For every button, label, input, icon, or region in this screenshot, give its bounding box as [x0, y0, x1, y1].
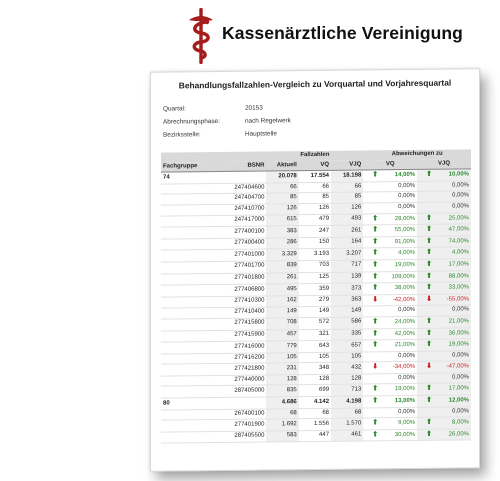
cell-vjq: 432 [331, 362, 363, 374]
cell-dev-vq [363, 351, 417, 362]
group-header-abweichungen: Abweichungen zu [363, 149, 471, 160]
deviation-value: 88,00% [448, 272, 469, 280]
report-sheet-container [150, 68, 480, 481]
cell-bsnr: 277401000 [217, 249, 267, 261]
cell-dev-vq [363, 362, 417, 374]
cell-vjq: 105 [331, 352, 363, 363]
deviation-value: 0,00% [451, 374, 469, 381]
cell-dev-vjq [417, 236, 471, 248]
cell-vq: 149 [299, 307, 331, 318]
cell-aktuell: 231 [266, 363, 298, 375]
cell-dev-vjq [417, 383, 471, 395]
cell-dev-vq [363, 225, 417, 237]
deviation-value: 36,00% [448, 329, 469, 337]
cell-bsnr: 277400100 [217, 226, 267, 238]
cell-dev-vq [363, 407, 417, 418]
cell-aktuell: 779 [266, 341, 298, 353]
cell-vq: 66 [299, 182, 331, 193]
cell-vjq: 335 [331, 328, 363, 340]
arrow-up-icon: ⬆ [372, 226, 379, 234]
arrow-up-icon: ⬆ [372, 419, 379, 427]
col-fachgruppe: Fachgruppe [161, 162, 217, 173]
cell-aktuell: 835 [266, 385, 298, 397]
deviation-value: 10,00% [448, 171, 469, 178]
cell-vjq: 717 [331, 260, 363, 272]
arrow-up-icon: ⬆ [426, 237, 432, 245]
deviation-value: 0,00% [398, 352, 416, 359]
cell-dev-vjq [417, 316, 471, 328]
meta-value: Hauptstelle [245, 130, 277, 138]
arrow-down-icon: ⬇ [372, 363, 379, 371]
deviation-value: 0,00% [451, 306, 469, 313]
arrow-up-icon: ⬆ [426, 225, 432, 233]
cell-dev-vq [363, 429, 417, 441]
deviation-value: 0,00% [398, 203, 416, 211]
cell-fachgruppe [161, 353, 217, 364]
deviation-value: 19,00% [394, 386, 416, 393]
cell-vq: 279 [299, 295, 331, 307]
cell-dev-vjq [417, 294, 471, 306]
cell-vjq: 126 [331, 203, 363, 214]
group-header-fallzahlen: Fallzahlen [266, 150, 363, 161]
deviation-value: 13,00% [394, 398, 416, 405]
cell-bsnr: 277401700 [217, 261, 267, 273]
cell-vjq: 657 [331, 340, 363, 352]
cell-vjq: 68 [331, 408, 363, 419]
cell-fachgruppe [161, 183, 217, 194]
cell-bsnr: 277415800 [217, 318, 267, 330]
cell-vjq: 3.207 [331, 248, 363, 260]
cell-fachgruppe: 74 [161, 172, 217, 184]
deviation-value: 74,00% [448, 238, 469, 245]
cell-vq: 17.554 [299, 171, 331, 183]
cell-fachgruppe [161, 342, 217, 354]
arrow-up-icon: ⬆ [372, 318, 379, 326]
cell-bsnr: 277410300 [217, 296, 267, 308]
col-vq: VQ [299, 160, 331, 170]
cell-fachgruppe [161, 409, 217, 420]
arrow-up-icon: ⬆ [426, 260, 432, 268]
arrow-up-icon: ⬆ [426, 317, 432, 325]
cell-bsnr: 267400100 [217, 409, 267, 420]
cell-dev-vjq [417, 202, 471, 213]
arrow-down-icon: ⬇ [372, 296, 379, 304]
cell-bsnr [217, 397, 267, 409]
cell-bsnr: 277401800 [217, 273, 267, 285]
cell-fachgruppe [161, 308, 217, 319]
cell-dev-vq [363, 236, 417, 248]
deviation-value: 0,00% [398, 193, 416, 200]
cell-dev-vq [363, 340, 417, 352]
cell-vjq: 4.198 [331, 396, 363, 408]
cell-vjq: 493 [331, 214, 363, 226]
col-bsnr: BSNR [217, 161, 267, 172]
deviation-value: 38,00% [394, 285, 416, 292]
arrow-up-icon: ⬆ [426, 396, 432, 404]
deviation-value: 14,00% [394, 172, 416, 179]
cell-dev-vjq [417, 429, 471, 441]
deviation-value: 28,00% [394, 215, 416, 222]
cell-fachgruppe [161, 431, 217, 443]
cell-vq: 4.142 [299, 396, 331, 408]
cell-vjq: 18.198 [331, 170, 363, 182]
cell-bsnr: 247417000 [217, 215, 267, 227]
table-body [161, 169, 471, 443]
cell-vjq: 713 [331, 384, 363, 396]
cell-fachgruppe [161, 285, 217, 297]
cell-dev-vq [363, 283, 417, 295]
cell-aktuell: 495 [266, 284, 298, 296]
cell-aktuell: 383 [266, 226, 298, 238]
cell-dev-vq [363, 170, 417, 182]
report-sheet [150, 68, 480, 471]
cell-dev-vjq [417, 247, 471, 259]
arrow-up-icon: ⬆ [426, 329, 432, 337]
cell-dev-vq [363, 192, 417, 203]
cell-aktuell: 261 [266, 272, 298, 284]
cell-vq: 105 [299, 352, 331, 363]
cell-dev-vq [363, 418, 417, 430]
arrow-up-icon: ⬆ [372, 284, 379, 292]
arrow-up-icon: ⬆ [426, 430, 432, 438]
meta-label: Abrechnungsphase: [163, 117, 220, 126]
cell-dev-vq [363, 384, 417, 396]
deviation-value: 0,00% [451, 182, 469, 189]
cell-dev-vjq [417, 373, 471, 384]
cell-vjq: 128 [331, 374, 363, 385]
cell-dev-vjq [417, 407, 471, 418]
cell-dev-vjq [417, 305, 471, 316]
cell-dev-vq [363, 213, 417, 225]
cell-aktuell: 149 [266, 307, 298, 318]
arrow-up-icon: ⬆ [372, 272, 379, 280]
arrow-up-icon: ⬆ [372, 249, 379, 257]
cell-fachgruppe [161, 215, 217, 227]
cell-fachgruppe [161, 250, 217, 262]
cell-fachgruppe [161, 318, 217, 330]
cell-dev-vq [363, 259, 417, 271]
cell-vq: 125 [299, 272, 331, 284]
arrow-up-icon: ⬆ [426, 419, 432, 427]
table-row [161, 429, 471, 444]
cell-dev-vq [363, 395, 417, 407]
cell-aktuell: 66 [266, 182, 298, 193]
cell-vq: 572 [299, 317, 331, 329]
cell-vq: 150 [299, 237, 331, 249]
cell-aktuell: 128 [266, 375, 298, 386]
deviation-value: 17,00% [448, 385, 469, 393]
aesculapian-staff-icon [186, 8, 216, 64]
cell-vjq: 461 [331, 430, 363, 442]
deviation-value: 55,00% [394, 227, 416, 234]
deviation-value: -47,00% [446, 363, 469, 370]
deviation-value: 12,00% [448, 397, 469, 404]
deviation-value: 21,00% [448, 318, 469, 325]
meta-label: Bezirksstelle: [163, 131, 201, 139]
deviation-value: 0,00% [451, 192, 469, 199]
case-count-table [161, 149, 471, 444]
deviation-value: 0,00% [398, 408, 416, 415]
cell-vq: 348 [299, 363, 331, 375]
cell-fachgruppe [161, 194, 217, 205]
deviation-value: 0,00% [451, 352, 469, 359]
deviation-value: 0,00% [451, 408, 469, 415]
cell-dev-vjq [417, 351, 471, 362]
cell-dev-vjq [417, 327, 471, 339]
cell-dev-vq [363, 248, 417, 260]
cell-aktuell: 708 [266, 318, 298, 330]
deviation-value: 0,00% [398, 307, 416, 314]
cell-dev-vq [363, 306, 417, 317]
arrow-up-icon: ⬆ [426, 214, 432, 222]
deviation-value: 4,00% [398, 250, 416, 257]
cell-vq: 68 [299, 408, 331, 419]
deviation-value: 19,00% [394, 261, 416, 269]
cell-vq: 3.193 [299, 249, 331, 261]
cell-bsnr: 277440000 [217, 375, 267, 386]
cell-bsnr: 277406800 [217, 284, 267, 296]
cell-fachgruppe [161, 261, 217, 273]
cell-vjq: 149 [331, 306, 363, 317]
cell-dev-vjq [417, 224, 471, 236]
cell-vjq: 261 [331, 225, 363, 237]
cell-dev-vq [363, 328, 417, 340]
arrow-up-icon: ⬆ [372, 397, 379, 405]
cell-vq: 247 [299, 225, 331, 237]
cell-dev-vq [363, 271, 417, 283]
cell-bsnr: 247410700 [217, 204, 267, 215]
cell-bsnr: 287405000 [217, 385, 267, 397]
cell-vq: 1.556 [299, 419, 331, 431]
cell-vq: 128 [299, 374, 331, 385]
deviation-value: 21,00% [394, 342, 416, 349]
cell-bsnr: 247404700 [217, 193, 267, 204]
cell-bsnr [217, 171, 267, 183]
cell-fachgruppe [161, 227, 217, 239]
arrow-up-icon: ⬆ [426, 249, 432, 257]
cell-fachgruppe [161, 330, 217, 342]
cell-dev-vjq [417, 361, 471, 373]
arrow-up-icon: ⬆ [372, 431, 379, 439]
arrow-up-icon: ⬆ [426, 272, 432, 280]
cell-dev-vq [363, 373, 417, 384]
cell-aktuell: 286 [266, 237, 298, 249]
col-dev-vq: VQ [363, 160, 417, 171]
deviation-value: 17,00% [448, 261, 469, 268]
cell-dev-vjq [417, 259, 471, 271]
cell-dev-vq [363, 316, 417, 328]
cell-aktuell: 1.692 [266, 419, 298, 431]
cell-bsnr: 277400400 [217, 238, 267, 250]
deviation-value: -55,00% [446, 296, 469, 303]
deviation-value: -34,00% [392, 364, 416, 371]
cell-aktuell: 839 [266, 261, 298, 273]
arrow-down-icon: ⬇ [426, 295, 432, 303]
meta-row-phase [163, 114, 291, 128]
cell-vjq: 363 [331, 295, 363, 307]
cell-aktuell: 68 [266, 408, 298, 419]
deviation-value: 4,00% [451, 249, 469, 256]
cell-dev-vq [363, 181, 417, 192]
cell-fachgruppe [161, 204, 217, 215]
cell-aktuell: 583 [266, 431, 298, 443]
cell-vq: 85 [299, 193, 331, 204]
cell-fachgruppe: 80 [161, 398, 217, 410]
cell-fachgruppe [161, 238, 217, 250]
deviation-value: 91,00% [394, 238, 416, 245]
meta-value: 20153 [245, 104, 263, 112]
cell-vjq: 164 [331, 237, 363, 249]
cell-dev-vjq [417, 395, 471, 407]
cell-bsnr: 277416200 [217, 353, 267, 364]
cell-bsnr: 277410400 [217, 307, 267, 318]
meta-row-bezirk [163, 127, 291, 141]
deviation-value: 9,00% [398, 420, 416, 427]
deviation-value: 47,00% [448, 226, 469, 233]
cell-fachgruppe [161, 273, 217, 285]
cell-vq: 321 [299, 329, 331, 341]
arrow-up-icon: ⬆ [426, 385, 432, 393]
cell-vq: 126 [299, 203, 331, 214]
col-dev-vjq: VJQ [417, 159, 471, 170]
col-aktuell: Aktuell [266, 161, 298, 171]
cell-bsnr: 247404600 [217, 183, 267, 194]
cell-fachgruppe [161, 375, 217, 386]
cell-vjq: 139 [331, 272, 363, 284]
deviation-value: 42,00% [394, 330, 416, 337]
cell-aktuell: 85 [266, 193, 298, 204]
cell-dev-vjq [417, 191, 471, 202]
cell-fachgruppe [161, 420, 217, 432]
cell-vq: 447 [299, 430, 331, 442]
cell-aktuell: 3.329 [266, 249, 298, 261]
cell-bsnr: 287405500 [217, 431, 267, 443]
arrow-up-icon: ⬆ [426, 340, 432, 348]
cell-vjq: 373 [331, 283, 363, 295]
deviation-value: 0,00% [398, 182, 416, 189]
deviation-value: 0,00% [398, 374, 416, 382]
cell-vq: 699 [299, 385, 331, 397]
cell-aktuell: 126 [266, 204, 298, 215]
cell-dev-vjq [417, 339, 471, 351]
cell-aktuell: 20.078 [266, 171, 298, 183]
cell-aktuell: 162 [266, 295, 298, 307]
cell-vjq: 1.570 [331, 418, 363, 430]
arrow-up-icon: ⬆ [372, 341, 379, 349]
cell-dev-vq [363, 202, 417, 213]
meta-value: nach Regelwerk [245, 117, 291, 125]
cell-fachgruppe [161, 386, 217, 398]
cell-dev-vjq [417, 282, 471, 294]
deviation-value: 26,00% [448, 431, 469, 438]
arrow-up-icon: ⬆ [426, 283, 432, 291]
cell-fachgruppe [161, 364, 217, 376]
cell-vjq: 66 [331, 182, 363, 193]
cell-vq: 479 [299, 214, 331, 226]
cell-vq: 359 [299, 283, 331, 295]
cell-vjq: 586 [331, 317, 363, 329]
arrow-up-icon: ⬆ [372, 214, 379, 222]
cell-dev-vq [363, 294, 417, 306]
cell-aktuell: 4.686 [266, 397, 298, 409]
meta-row-quartal [163, 101, 291, 115]
cell-bsnr: 277415900 [217, 330, 267, 342]
col-vjq: VJQ [331, 160, 363, 170]
deviation-value: 24,00% [394, 318, 416, 326]
cell-aktuell: 457 [266, 329, 298, 341]
cell-vjq: 85 [331, 192, 363, 203]
arrow-up-icon: ⬆ [372, 171, 379, 179]
arrow-up-icon: ⬆ [372, 261, 379, 269]
deviation-value: 0,00% [451, 203, 469, 210]
meta-label: Quartal: [163, 105, 186, 113]
arrow-up-icon: ⬆ [372, 329, 379, 337]
brand-header [186, 8, 463, 64]
deviation-value: 8,00% [451, 419, 469, 426]
cell-dev-vjq [417, 417, 471, 429]
cell-bsnr: 277401900 [217, 419, 267, 431]
arrow-up-icon: ⬆ [426, 170, 432, 179]
arrow-down-icon: ⬇ [426, 363, 432, 371]
arrow-up-icon: ⬆ [372, 238, 379, 246]
cell-vq: 703 [299, 260, 331, 272]
cell-aktuell: 615 [266, 214, 298, 226]
brand-name: Kassenärztliche Vereinigung [222, 22, 463, 43]
deviation-value: 33,00% [448, 284, 469, 291]
deviation-value: 30,00% [394, 431, 416, 439]
deviation-value: 19,00% [448, 341, 469, 348]
cell-vq: 643 [299, 340, 331, 352]
cell-bsnr: 277421800 [217, 363, 267, 375]
cell-dev-vjq [417, 169, 471, 181]
cell-fachgruppe [161, 296, 217, 308]
report-meta [163, 101, 291, 141]
deviation-value: 109,00% [391, 273, 416, 280]
cell-bsnr: 277416000 [217, 341, 267, 353]
cell-aktuell: 105 [266, 352, 298, 363]
deviation-value: -42,00% [392, 296, 416, 303]
cell-dev-vjq [417, 181, 471, 192]
arrow-up-icon: ⬆ [372, 385, 379, 393]
cell-dev-vjq [417, 212, 471, 224]
deviation-value: 25,00% [448, 214, 469, 222]
report-title: Behandlungsfallzahlen-Vergleich zu Vorquartal und Vorjahresquartal [178, 77, 452, 91]
cell-dev-vjq [417, 270, 471, 282]
